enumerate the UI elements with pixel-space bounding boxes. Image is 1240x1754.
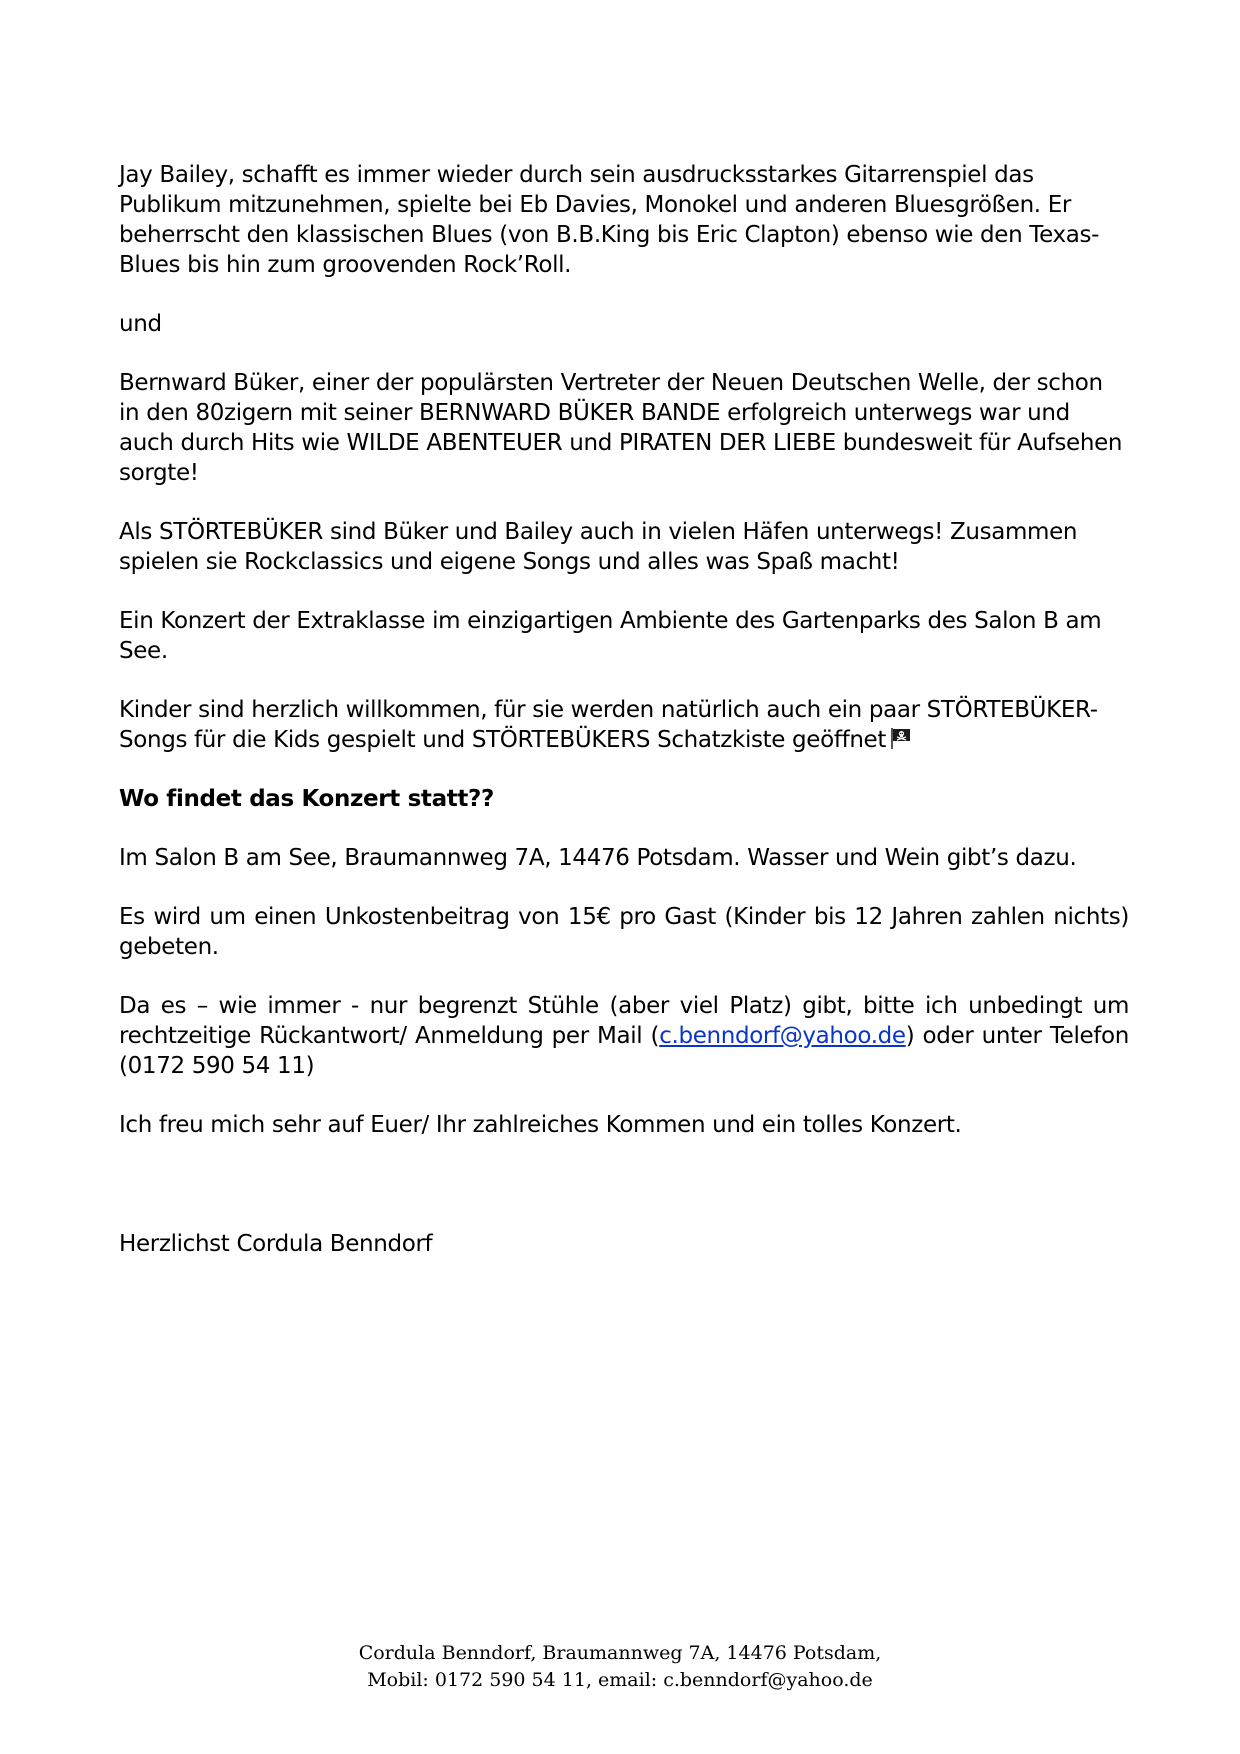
paragraph-location: Im Salon B am See, Braumannweg 7A, 14476 Potsdam. Wasser und Wein gibt’s dazu. bbox=[119, 845, 1077, 871]
paragraph-bernward-bueker: Bernward Büker, einer der populärsten Vertreter der Neuen Deutschen Welle, der schon in den 80zigern mit seiner BERNWARD BÜKER BANDE erfolgreich unterwegs war und auch durch Hits wie WILDE ABENTEUER und PIRATEN DER LIEBE bundesweit für Aufsehen sorgte! bbox=[119, 370, 1123, 486]
pirate-flag-icon bbox=[888, 726, 912, 750]
footer-address-line: Cordula Benndorf, Braumannweg 7A, 14476 Potsdam, bbox=[358, 1642, 882, 1664]
section-heading-location: Wo findet das Konzert statt?? bbox=[119, 786, 495, 812]
paragraph-closing: Ich freu mich sehr auf Euer/ Ihr zahlreiches Kommen und ein tolles Konzert. bbox=[119, 1112, 962, 1138]
paragraph-jay-bailey: Jay Bailey, schafft es immer wieder durch sein ausdrucksstarkes Gitarrenspiel das Publikum mitzunehmen, spielte bei Eb Davies, Monokel und anderen Bluesgrößen. Er beherrscht den klassischen Blues (von B.B.King bis Eric Clapton) ebenso wie den Texas-Blues bis hin zum groovenden Rock’Roll. bbox=[119, 162, 1100, 278]
footer-contact-line: Mobil: 0172 590 54 11, email: c.benndorf@yahoo.de bbox=[367, 1669, 873, 1691]
paragraph-kinder-text: Kinder sind herzlich willkommen, für sie werden natürlich auch ein paar STÖRTEBÜKER-Songs für die Kids gespielt und STÖRTEBÜKERS Schatzkiste geöffnet bbox=[119, 697, 1098, 753]
paragraph-registration-text-start: Da es – wie immer - nur begrenzt Stühle (aber viel Platz) gibt, bitte ich unbedingt um rechtzeitige Rückantwort/ Anmeldung per Mail ( bbox=[119, 993, 1129, 1049]
paragraph-registration bbox=[119, 991, 1129, 1081]
paragraph-konzert-extraklasse: Ein Konzert der Extraklasse im einzigartigen Ambiente des Gartenparks des Salon B am See. bbox=[119, 608, 1102, 664]
paragraph-stoertebueker: Als STÖRTEBÜKER sind Büker und Bailey auch in vielen Häfen unterwegs! Zusammen spielen sie Rockclassics und eigene Songs und alles was Spaß macht! bbox=[119, 519, 1078, 575]
paragraph-registration-text-end: ) oder unter Telefon (0172 590 54 11) bbox=[119, 1023, 1129, 1079]
paragraph-kinder bbox=[119, 695, 1129, 755]
letter-footer bbox=[0, 1640, 1240, 1694]
email-link[interactable]: c.benndorf@yahoo.de bbox=[659, 1023, 906, 1049]
paragraph-cost: Es wird um einen Unkostenbeitrag von 15€ pro Gast (Kinder bis 12 Jahren zahlen nichts) gebeten. bbox=[119, 904, 1129, 960]
letter-body bbox=[119, 160, 1129, 1288]
paragraph-und: und bbox=[119, 311, 162, 337]
signature: Herzlichst Cordula Benndorf bbox=[119, 1231, 433, 1257]
spacer bbox=[119, 1169, 1129, 1229]
